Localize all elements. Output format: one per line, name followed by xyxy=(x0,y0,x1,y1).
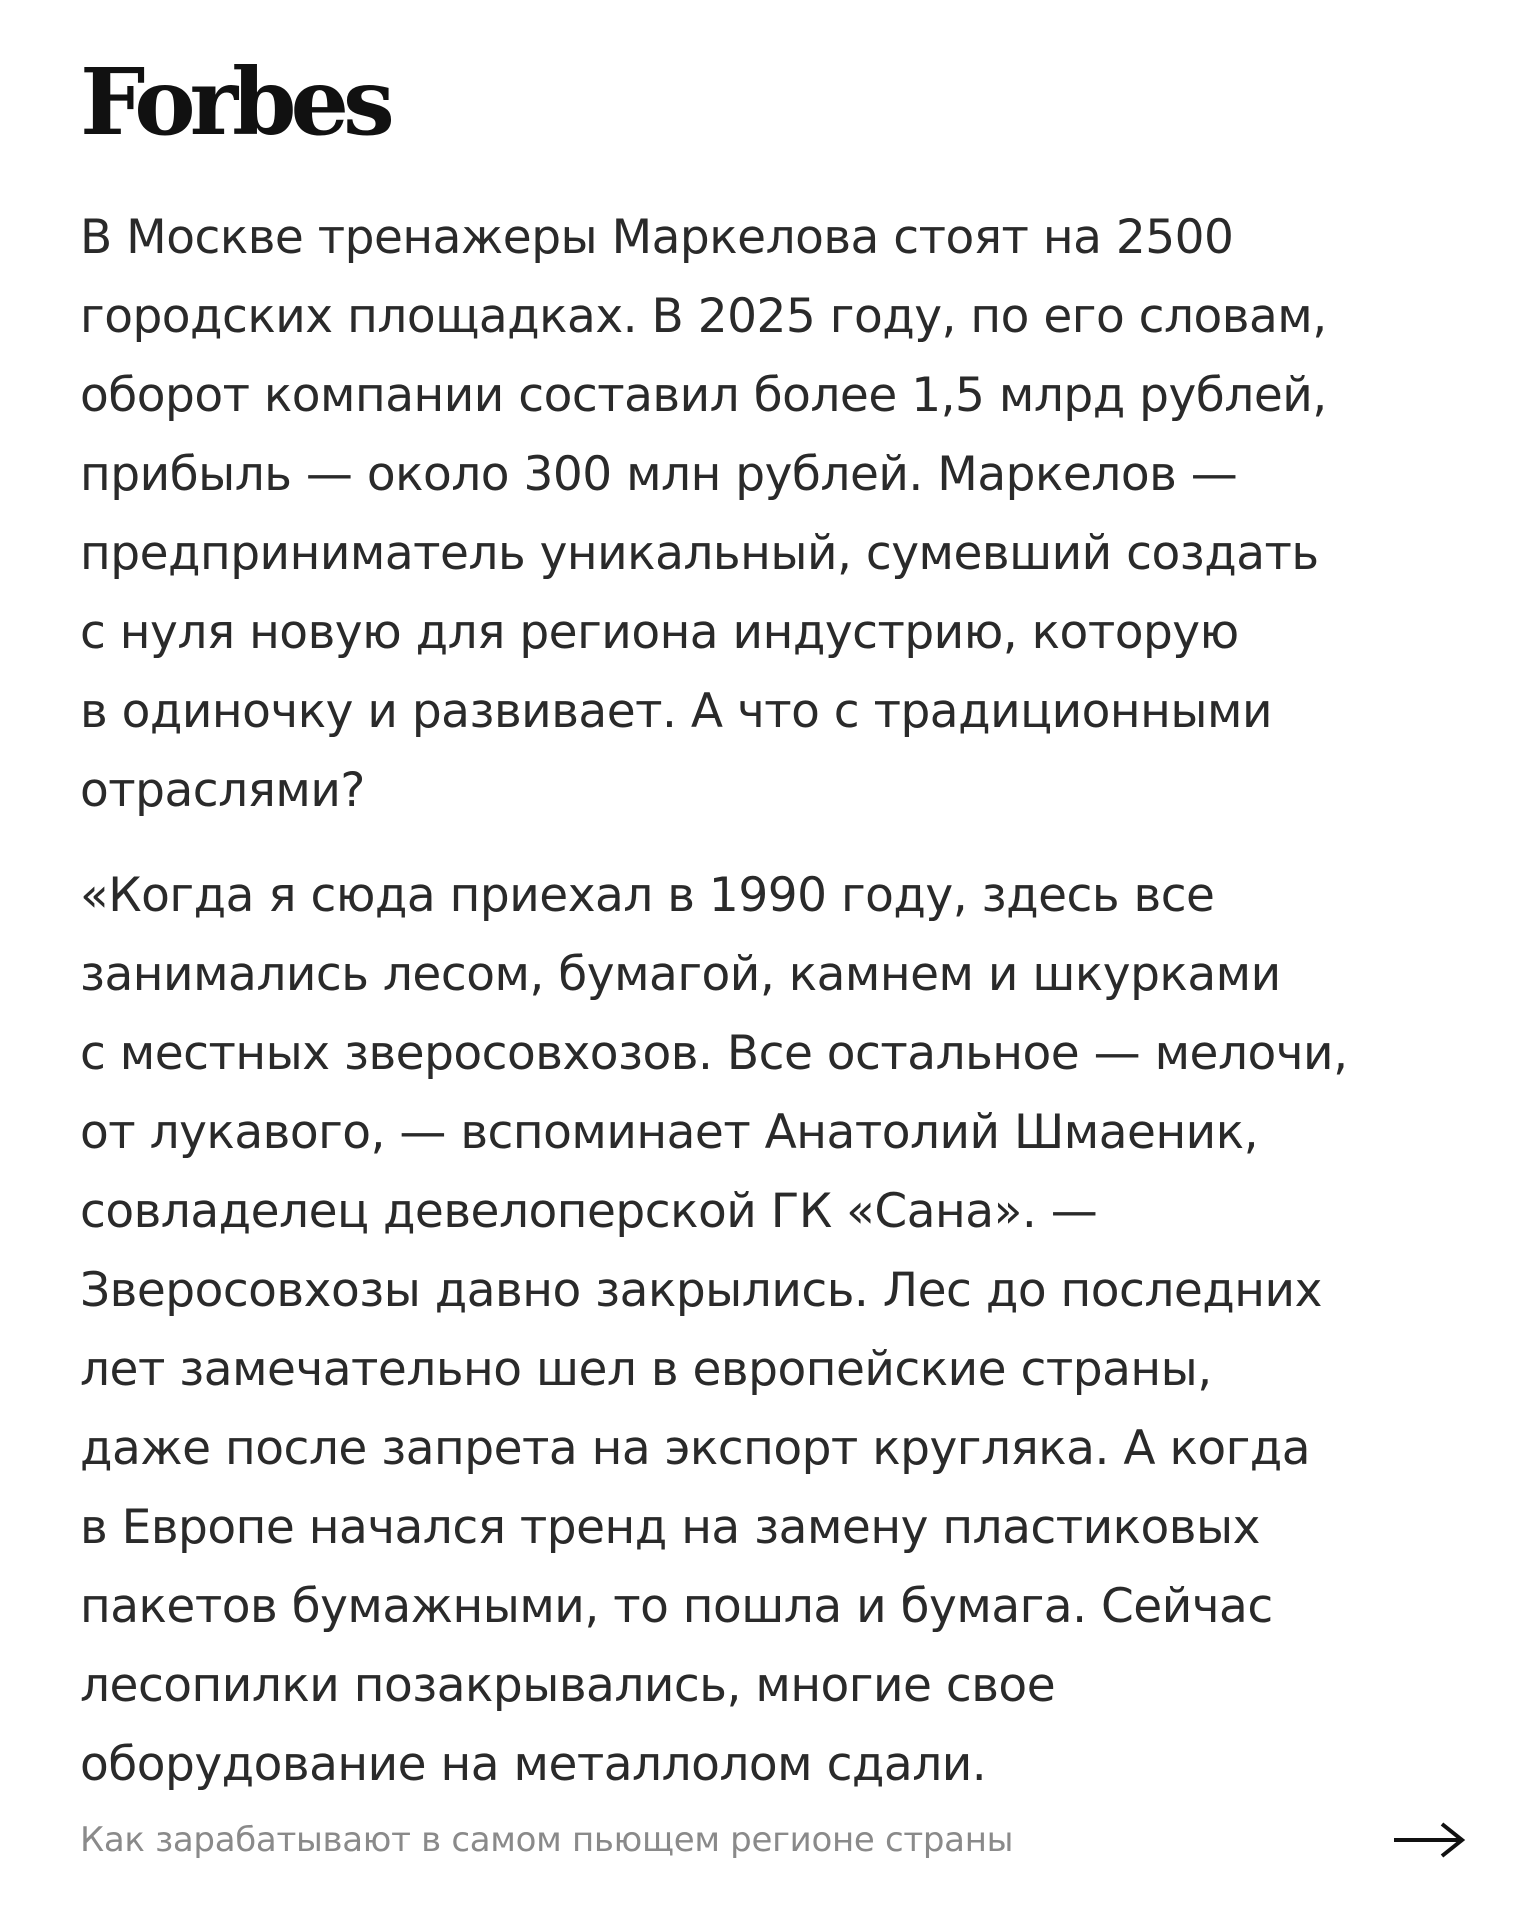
text-line: занимались лесом, бумагой, камнем и шкурками xyxy=(80,947,1281,1002)
text-line: предприниматель уникальный, сумевший создать xyxy=(80,526,1319,581)
text-line: пакетов бумажными, то пошла и бумага. Сейчас xyxy=(80,1579,1273,1634)
paragraph-1 xyxy=(80,198,1460,830)
text-line: Зверосовхозы давно закрылись. Лес до последних xyxy=(80,1263,1322,1318)
article-body xyxy=(80,198,1460,1804)
text-line: прибыль — около 300 млн рублей. Маркелов — xyxy=(80,447,1238,502)
text-line: с нуля новую для региона индустрию, которую xyxy=(80,605,1239,660)
text-line: оборудование на металлолом сдали. xyxy=(80,1737,987,1792)
text-line: даже после запрета на экспорт кругляка. А когда xyxy=(80,1421,1311,1476)
text-line: совладелец девелоперской ГК «Сана». — xyxy=(80,1184,1098,1239)
text-line: в Европе начался тренд на замену пластиковых xyxy=(80,1500,1260,1555)
text-line: лет замечательно шел в европейские страны, xyxy=(80,1342,1212,1397)
article-footer xyxy=(80,1810,1466,1870)
text-line: в одиночку и развивает. А что с традиционными xyxy=(80,684,1272,739)
text-line: с местных зверосовхозов. Все остальное — мелочи, xyxy=(80,1026,1348,1081)
arrow-right-icon[interactable] xyxy=(1392,1820,1466,1860)
forbes-logo: Forbes xyxy=(80,48,389,156)
text-line: лесопилки позакрывались, многие свое xyxy=(80,1658,1056,1713)
text-line: отраслями? xyxy=(80,763,365,818)
text-line: «Когда я сюда приехал в 1990 году, здесь все xyxy=(80,868,1215,923)
text-line: В Москве тренажеры Маркелова стоят на 2500 xyxy=(80,210,1234,265)
text-line: оборот компании составил более 1,5 млрд рублей, xyxy=(80,368,1327,423)
text-line: от лукавого, — вспоминает Анатолий Шмаеник, xyxy=(80,1105,1259,1160)
article-title-caption: Как зарабатывают в самом пьющем регионе страны xyxy=(80,1820,1014,1860)
text-line: городских площадках. В 2025 году, по его словам, xyxy=(80,289,1327,344)
paragraph-2 xyxy=(80,856,1460,1804)
